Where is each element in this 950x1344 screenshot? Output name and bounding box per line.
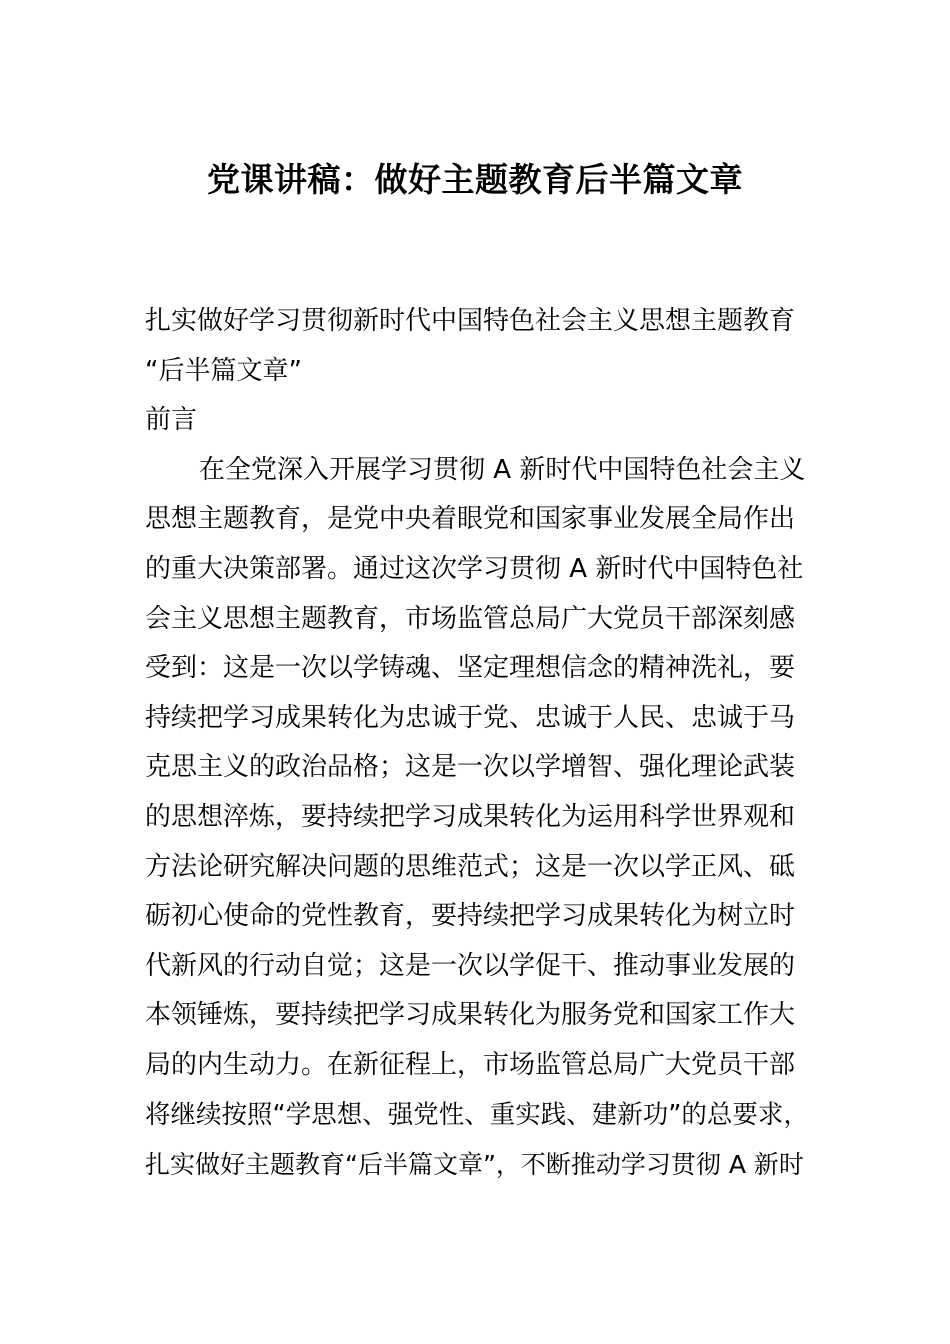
paragraph-line: 代新风的行动自觉；这是一次以学促干、推动事业发展的 bbox=[145, 950, 796, 981]
section-heading-preface: 前言 bbox=[145, 405, 198, 436]
paragraph-line: 的思想淬炼，要持续把学习成果转化为运用科学世界观和 bbox=[145, 801, 796, 832]
paragraph-line: 克思主义的政治品格；这是一次以学增智、强化理论武装 bbox=[145, 752, 796, 783]
paragraph-line: 的重大决策部署。通过这次学习贯彻 A 新时代中国特色社 bbox=[145, 553, 804, 584]
paragraph-line: 本领锤炼，要持续把学习成果转化为服务党和国家工作大 bbox=[145, 1000, 796, 1031]
paragraph-line: 思想主题教育，是党中央着眼党和国家事业发展全局作出 bbox=[145, 504, 796, 535]
document-title: 党课讲稿：做好主题教育后半篇文章 bbox=[207, 160, 743, 199]
paragraph-line: 将继续按照“学思想、强党性、重实践、建新功”的总要求， bbox=[145, 1099, 809, 1130]
paragraph-line: 在全党深入开展学习贯彻 A 新时代中国特色社会主义 bbox=[199, 454, 806, 485]
paragraph-line: 受到：这是一次以学铸魂、坚定理想信念的精神洗礼，要 bbox=[145, 653, 796, 684]
paragraph-line: 会主义思想主题教育，市场监管总局广大党员干部深刻感 bbox=[145, 603, 796, 634]
document-body bbox=[145, 297, 815, 1190]
subtitle-line-2: “后半篇文章” bbox=[145, 355, 302, 386]
subtitle-line-1: 扎实做好学习贯彻新时代中国特色社会主义思想主题教育 bbox=[145, 306, 796, 336]
paragraph-line: 局的内生动力。在新征程上，市场监管总局广大党员干部 bbox=[145, 1049, 796, 1080]
paragraph-line: 扎实做好主题教育“后半篇文章”，不断推动学习贯彻 A 新时 bbox=[145, 1150, 804, 1180]
paragraph-line: 持续把学习成果转化为忠诚于党、忠诚于人民、忠诚于马 bbox=[145, 702, 796, 733]
paragraph-line: 方法论研究解决问题的思维范式；这是一次以学正风、砥 bbox=[145, 851, 796, 882]
paragraph-line: 砺初心使命的党性教育，要持续把学习成果转化为树立时 bbox=[145, 901, 796, 932]
